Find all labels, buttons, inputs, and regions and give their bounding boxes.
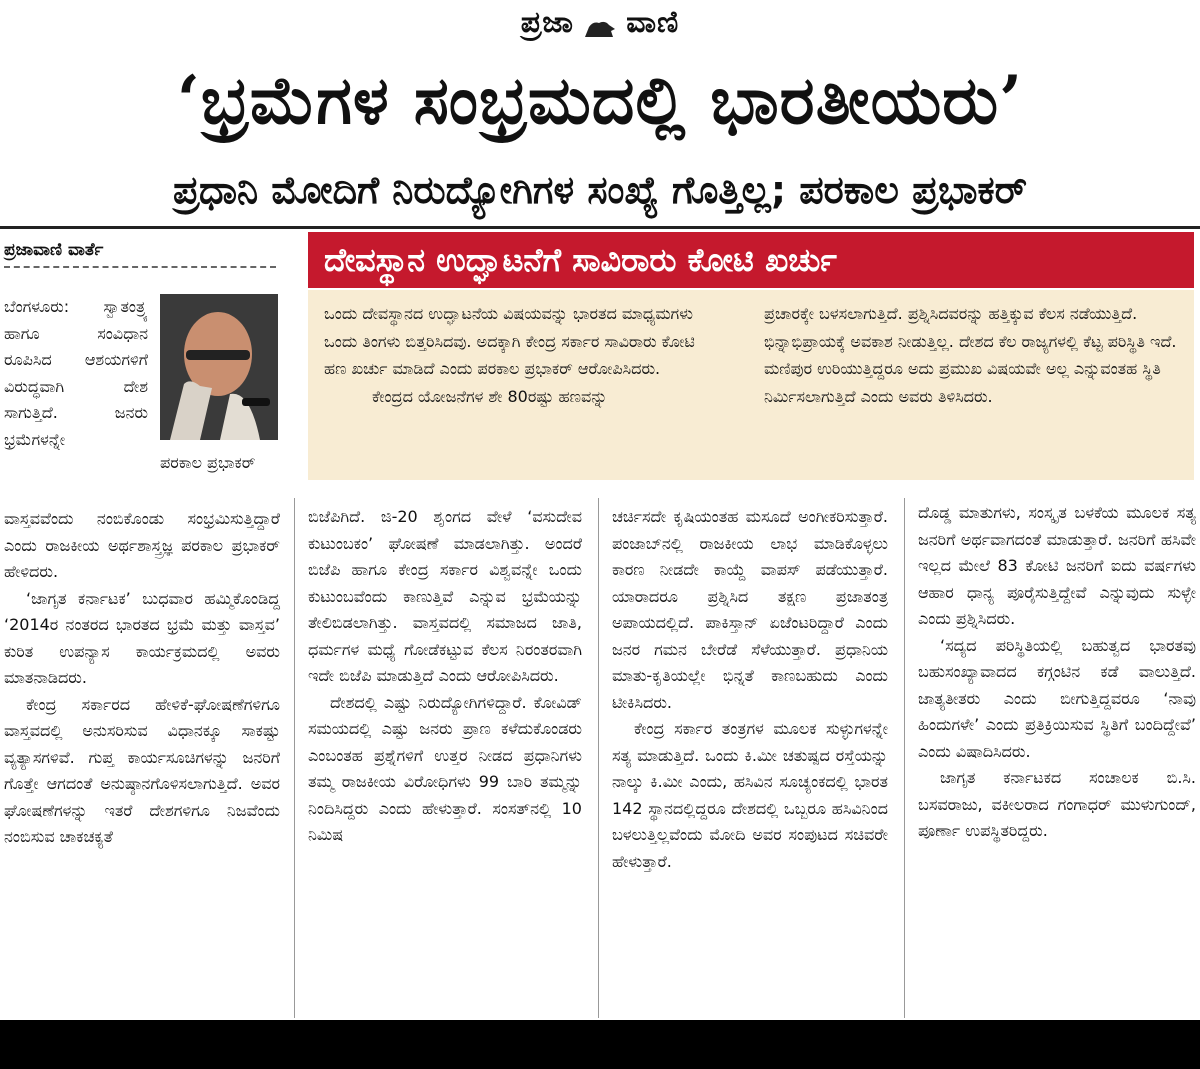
article-lead: ಬೆಂಗಳೂರು: ಸ್ವಾತಂತ್ರ್ಯ ಹಾಗೂ ಸಂವಿಧಾನ ರೂಪಿಸಿದ ಆಶಯಗಳಿಗೆ ವಿರುದ್ಧವಾಗಿ ದೇಶ ಸಾಗುತ್ತಿದೆ. ಜನರು ಭ್ರಮೆಗಳನ್ನೇ [4, 297, 148, 449]
highlight-left-column [324, 300, 714, 410]
lion-emblem-icon [583, 17, 617, 39]
article-paragraph: ಕೇಂದ್ರ ಸರ್ಕಾರದ ಹೇಳಿಕೆ-ಘೋಷಣೆಗಳಿಗೂ ವಾಸ್ತವದಲ್ಲಿ ಅನುಸರಿಸುವ ವಿಧಾನಕ್ಕೂ ಸಾಕಷ್ಟು ವ್ಯತ್ಯಾಸಗಳಿವೆ. ಗುಪ್ತ ಕಾರ್ಯಸೂಚಿಗಳನ್ನು ಜನರಿಗೆ ಗೊತ್ತೇ ಆಗದಂತೆ ಅನುಷ್ಠಾನಗೊಳಿಸಲಾಗುತ್ತಿದೆ. ಅವರ ಘೋಷಣೆಗಳನ್ನು ಇತರೆ ದೇಶಗಳಿಗೂ ನಿಜವೆಂದು ನಂಬಿಸುವ ಚಾಕಚಕ್ಯತೆ [4, 694, 280, 846]
highlight-left-text-2: ಕೇಂದ್ರದ ಯೋಜನೆಗಳ ಶೇ 80ರಷ್ಟು ಹಣವನ್ನು [372, 386, 608, 406]
highlight-box [308, 290, 1194, 480]
byline: ಪ್ರಜಾವಾಣಿ ವಾರ್ತೆ [4, 240, 104, 260]
subheadline: ಪ್ರಧಾನಿ ಮೋದಿಗೆ ನಿರುದ್ಯೋಗಿಗಳ ಸಂಖ್ಯೆ ಗೊತ್ತಿಲ್ಲ; ಪರಕಾಲ ಪ್ರಭಾಕರ್ [172, 168, 1027, 212]
highlight-left-text: ಒಂದು ದೇವಸ್ಥಾನದ ಉದ್ಘಾಟನೆಯ ವಿಷಯವನ್ನು ಭಾರತದ ಮಾಧ್ಯಮಗಳು ಒಂದು ತಿಂಗಳು ಬಿತ್ತರಿಸಿದವು. ಅದಕ್ಕಾಗಿ ಕೇಂದ್ರ ಸರ್ಕಾರ ಸಾವಿರಾರು ಕೋಟಿ ಹಣ ಖರ್ಚು ಮಾಡಿದೆ ಎಂದು ಪರಕಾಲ ಪ್ರಭಾಕರ್ ಆರೋಪಿಸಿದರು. [324, 304, 695, 378]
article-column-4 [918, 500, 1196, 845]
article-column-1 [4, 506, 280, 851]
article-column-2 [308, 504, 582, 849]
column-divider [904, 498, 905, 1018]
column-divider [294, 498, 295, 1018]
article-paragraph: ಜಾಗೃತ ಕರ್ನಾಟಕದ ಸಂಚಾಲಕ ಬಿ.ಸಿ. ಬಸವರಾಜು, ವಕೀಲರಾದ ಗಂಗಾಧರ್ ಮುಳುಗುಂದ್, ಪೂರ್ಣಾ ಉಪಸ್ಥಿತರಿದ್ದರು. [918, 768, 1196, 840]
article-paragraph: ದೊಡ್ಡ ಮಾತುಗಳು, ಸಂಸ್ಕೃತ ಬಳಕೆಯ ಮೂಲಕ ಸತ್ಯ ಜನರಿಗೆ ಅರ್ಥವಾಗದಂತೆ ಮಾಡುತ್ತಾರೆ. ಜನರಿಗೆ ಹಸಿವೇ ಇಲ್ಲದ ಮೇಲೆ 83 ಕೋಟಿ ಜನರಿಗೆ ಐದು ವರ್ಷಗಳು ಆಹಾರ ಧಾನ್ಯ ಪೂರೈಸುತ್ತಿದ್ದೇವೆ ಎನ್ನುವುದು ಸುಳ್ಳೇ ಎಂದು ಪ್ರಶ್ನಿಸಿದರು. [918, 503, 1196, 628]
article-paragraph: ‘ಜಾಗೃತ ಕರ್ನಾಟಕ’ ಬುಧವಾರ ಹಮ್ಮಿಕೊಂಡಿದ್ದ ‘2014ರ ನಂತರದ ಭಾರತದ ಭ್ರಮೆ ಮತ್ತು ವಾಸ್ತವ’ ಕುರಿತ ಉಪನ್ಯಾಸ ಕಾರ್ಯಕ್ರಮದಲ್ಲಿ ಅವರು ಮಾತನಾಡಿದರು. [4, 588, 280, 687]
article-paragraph: ದೇಶದಲ್ಲಿ ಎಷ್ಟು ನಿರುದ್ಯೋಗಿಗಳಿದ್ದಾರೆ. ಕೋವಿಡ್ ಸಮಯದಲ್ಲಿ ಎಷ್ಟು ಜನರು ಪ್ರಾಣ ಕಳೆದುಕೊಂಡರು ಎಂಬಂತಹ ಪ್ರಶ್ನೆಗಳಿಗೆ ಉತ್ತರ ನೀಡದ ಪ್ರಧಾನಿಗಳು ತಮ್ಮ ರಾಜಕೀಯ ವಿರೋಧಿಗಳು 99 ಬಾರಿ ತಮ್ಮನ್ನು ನಿಂದಿಸಿದ್ದರು ಎಂದು ಹೇಳುತ್ತಾರೆ. ಸಂಸತ್‌ನಲ್ಲಿ 10 ನಿಮಿಷ [308, 692, 582, 844]
article-paragraph: ಕೇಂದ್ರ ಸರ್ಕಾರ ತಂತ್ರಗಳ ಮೂಲಕ ಸುಳ್ಳುಗಳನ್ನೇ ಸತ್ಯ ಮಾಡುತ್ತಿದೆ. ಒಂದು ಕಿ.ಮೀ ಚತುಷ್ಪದ ರಸ್ತೆಯನ್ನು ನಾಲ್ಕು ಕಿ.ಮೀ ಎಂದು, ಹಸಿವಿನ ಸೂಚ್ಯಂಕದಲ್ಲಿ ಭಾರತ 142 ಸ್ಥಾನದಲ್ಲಿದ್ದರೂ ದೇಶದಲ್ಲಿ ಒಬ್ಬರೂ ಹಸಿವಿನಿಂದ ಬಳಲುತ್ತಿಲ್ಲವೆಂದು ಮೋದಿ ಅವರ ಸಂಪುಟದ ಸಚಿವರೇ ಹೇಳುತ್ತಾರೆ. [612, 719, 888, 871]
article-column-3 [612, 504, 888, 875]
divider [0, 226, 1200, 229]
article-column-1-top [4, 294, 148, 453]
portrait-image [160, 294, 278, 440]
bottom-bar [0, 1020, 1200, 1069]
headline: ‘ಭ್ರಮೆಗಳ ಸಂಭ್ರಮದಲ್ಲಿ ಭಾರತೀಯರು’ [176, 61, 1024, 139]
masthead [0, 0, 1200, 50]
author-photo [160, 294, 278, 440]
masthead-name-left: ಪ್ರಜಾ [520, 5, 575, 40]
highlight-right-text: ಪ್ರಚಾರಕ್ಕೇ ಬಳಸಲಾಗುತ್ತಿದೆ. ಪ್ರಶ್ನಿಸಿದವರನ್ನು ಹತ್ತಿಕ್ಕುವ ಕೆಲಸ ನಡೆಯುತ್ತಿದೆ. ಭಿನ್ನಾಭಿಪ್ರಾಯಕ್ಕೆ ಅವಕಾಶ ನೀಡುತ್ತಿಲ್ಲ. ದೇಶದ ಕೆಲ ರಾಜ್ಯಗಳಲ್ಲಿ ಕೆಟ್ಟ ಪರಿಸ್ಥಿತಿ ಇದೆ. ಮಣಿಪುರ ಉರಿಯುತ್ತಿದ್ದರೂ ಅದು ಪ್ರಮುಖ ವಿಷಯವೇ ಅಲ್ಲ ಎನ್ನುವಂತಹ ಸ್ಥಿತಿ ನಿರ್ಮಿಸಲಾಗುತ್ತಿದೆ ಎಂದು ಅವರು ತಿಳಿಸಿದರು. [764, 304, 1177, 406]
article-paragraph: ಚರ್ಚಿಸದೇ ಕೃಷಿಯಂತಹ ಮಸೂದೆ ಅಂಗೀಕರಿಸುತ್ತಾರೆ. ಪಂಜಾಬ್‌ನಲ್ಲಿ ರಾಜಕೀಯ ಲಾಭ ಮಾಡಿಕೊಳ್ಳಲು ಕಾರಣ ನೀಡದೇ ಕಾಯ್ದೆ ವಾಪಸ್ ಪಡೆಯುತ್ತಾರೆ. ಯಾರಾದರೂ ಪ್ರಶ್ನಿಸಿದ ತಕ್ಷಣ ಪ್ರಜಾತಂತ್ರ ಅಪಾಯದಲ್ಲಿದೆ. ಪಾಕಿಸ್ತಾನ್ ಏಜೆಂಟರಿದ್ದಾರೆ ಎಂದು ಜನರ ಗಮನ ಬೇರೆಡೆ ಸೆಳೆಯುತ್ತಾರೆ. ಪ್ರಧಾನಿಯ ಮಾತು-ಕೃತಿಯಲ್ಲೇ ಭಿನ್ನತೆ ಕಾಣಬಹುದು ಎಂದು ಟೀಕಿಸಿದರು. [612, 507, 888, 712]
column-divider [598, 498, 599, 1018]
photo-caption: ಪರಕಾಲ ಪ್ರಭಾಕರ್ [160, 453, 256, 472]
masthead-name-right: ವಾಣಿ [626, 5, 680, 40]
article-paragraph: ಬಿಜೆಪಿಗಿದೆ. ಜಿ-20 ಶೃಂಗದ ವೇಳೆ ‘ವಸುದೇವ ಕುಟುಂಬಕಂ’ ಘೋಷಣೆ ಮಾಡಲಾಗಿತ್ತು. ಅಂದರೆ ಬಿಜೆಪಿ ಹಾಗೂ ಕೇಂದ್ರ ಸರ್ಕಾರ ವಿಶ್ವವನ್ನೇ ಒಂದು ಕುಟುಂಬವೆಂದು ಕಾಣುತ್ತಿವೆ ಎನ್ನುವ ಭ್ರಮೆಯನ್ನು ತೇಲಿಬಿಡಲಾಗಿತ್ತು. ವಾಸ್ತವದಲ್ಲಿ ಸಮಾಜದ ಜಾತಿ, ಧರ್ಮಗಳ ಮಧ್ಯೆ ಗೋಡೆಕಟ್ಟುವ ಕೆಲಸ ನಿರಂತರವಾಗಿ ಇದೇ ಬಿಜೆಪಿ ಮಾಡುತ್ತಿದೆ ಎಂದು ಆರೋಪಿಸಿದರು. [308, 507, 582, 685]
article-paragraph: ವಾಸ್ತವವೆಂದು ನಂಬಿಕೊಂಡು ಸಂಭ್ರಮಿಸುತ್ತಿದ್ದಾರೆ ಎಂದು ರಾಜಕೀಯ ಅರ್ಥಶಾಸ್ತ್ರಜ್ಞ ಪರಕಾಲ ಪ್ರಭಾಕರ್ ಹೇಳಿದರು. [4, 509, 280, 581]
article-paragraph: ‘ಸದ್ಯದ ಪರಿಸ್ಥಿತಿಯಲ್ಲಿ ಬಹುತ್ವದ ಭಾರತವು ಬಹುಸಂಖ್ಯಾವಾದದ ಕಗ್ಗಂಟಿನ ಕಡೆ ವಾಲುತ್ತಿದೆ. ಜಾತ್ಯತೀತರು ಎಂದು ಬೀಗುತ್ತಿದ್ದವರೂ ‘ನಾವು ಹಿಂದುಗಳೇ’ ಎಂದು ಪ್ರತಿಕ್ರಿಯಿಸುವ ಸ್ಥಿತಿಗೆ ಬಂದಿದ್ದೇವೆ’ ಎಂದು ವಿಷಾದಿಸಿದರು. [918, 635, 1196, 761]
byline-divider [4, 266, 276, 268]
highlight-title: ದೇವಸ್ಥಾನ ಉದ್ಘಾಟನೆಗೆ ಸಾವಿರಾರು ಕೋಟಿ ಖರ್ಚು [308, 232, 1194, 288]
